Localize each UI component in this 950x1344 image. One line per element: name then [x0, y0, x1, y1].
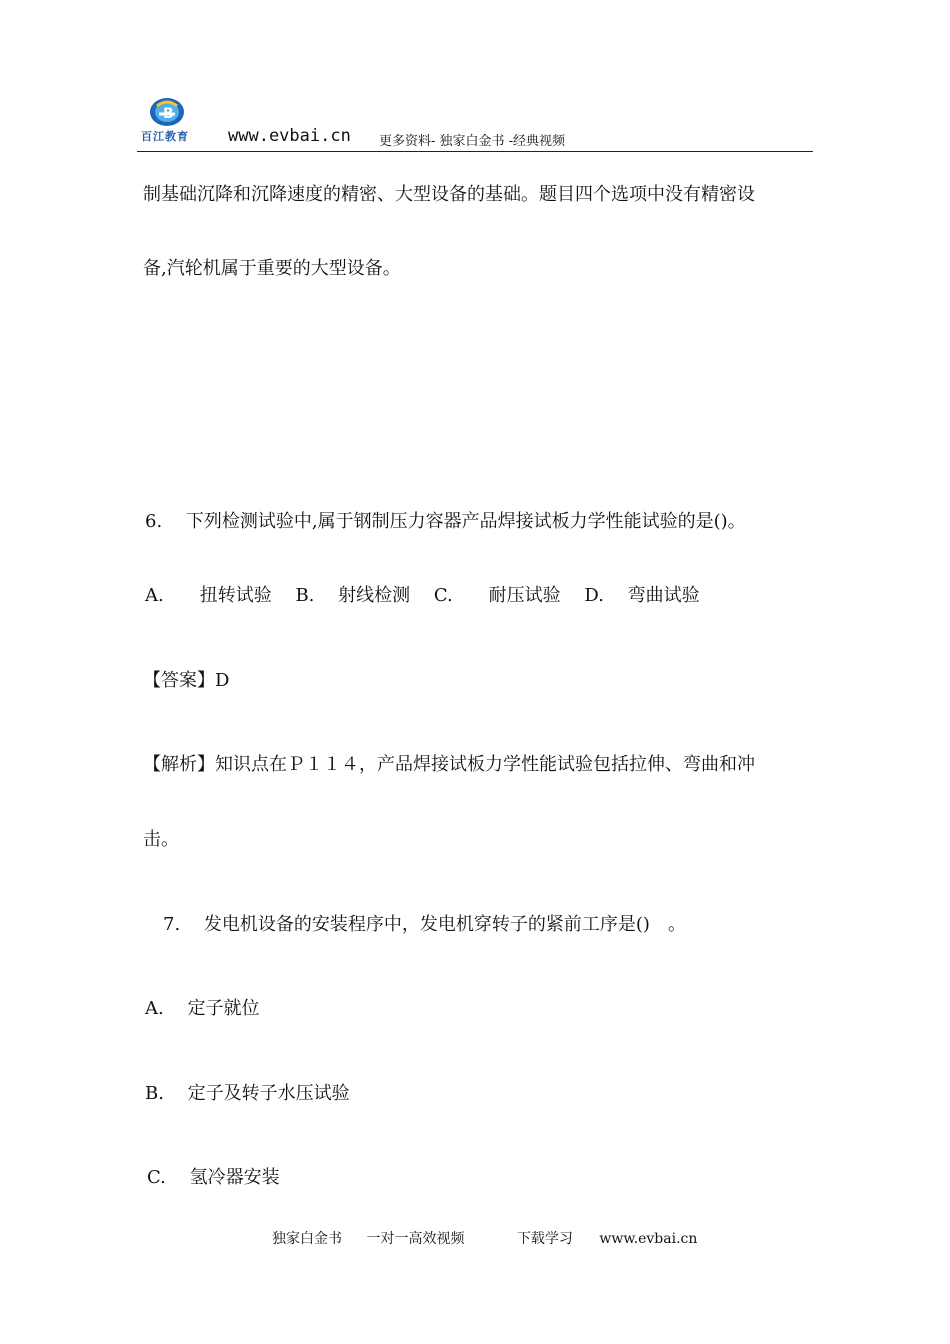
- header-tagline: 更多资料- 独家白金书 -经典视频: [379, 134, 566, 149]
- footer-item: 独家白金书: [272, 1231, 342, 1247]
- footer-item: 下载学习: [516, 1231, 573, 1247]
- question-6-answer: 【答案】D: [143, 670, 230, 691]
- site-url[interactable]: www.evbai.cn: [228, 126, 351, 146]
- page-header: [137, 96, 813, 152]
- question-7-option-a: A. 定子就位: [145, 998, 260, 1019]
- question-6-analysis: 【解析】知识点在Ｐ１１４，产品焊接试板力学性能试验包括拉伸、弯曲和冲: [143, 754, 755, 775]
- footer-url[interactable]: www.evbai.cn: [599, 1231, 698, 1247]
- paragraph-line: 制基础沉降和沉降速度的精密、大型设备的基础。题目四个选项中没有精密设: [143, 184, 755, 205]
- logo-text: 百江教育: [141, 130, 189, 143]
- question-6-options: A. 扭转试验 B. 射线检测 C. 耐压试验 D. 弯曲试验: [145, 585, 700, 606]
- question-7-option-b: B. 定子及转子水压试验: [145, 1083, 350, 1104]
- question-7-option-c: C. 氢冷器安装: [147, 1167, 280, 1188]
- question-6-analysis-cont: 击。: [143, 829, 179, 850]
- question-7: 7. 发电机设备的安装程序中，发电机穿转子的紧前工序是() 。: [163, 914, 686, 935]
- page-footer: [272, 1228, 697, 1248]
- footer-item: 一对一高效视频: [366, 1231, 465, 1247]
- paragraph-line: 备,汽轮机属于重要的大型设备。: [143, 258, 401, 279]
- svg-text:B: B: [163, 106, 174, 122]
- question-6: 6. 下列检测试验中,属于钢制压力容器产品焊接试板力学性能试验的是()。: [145, 511, 746, 532]
